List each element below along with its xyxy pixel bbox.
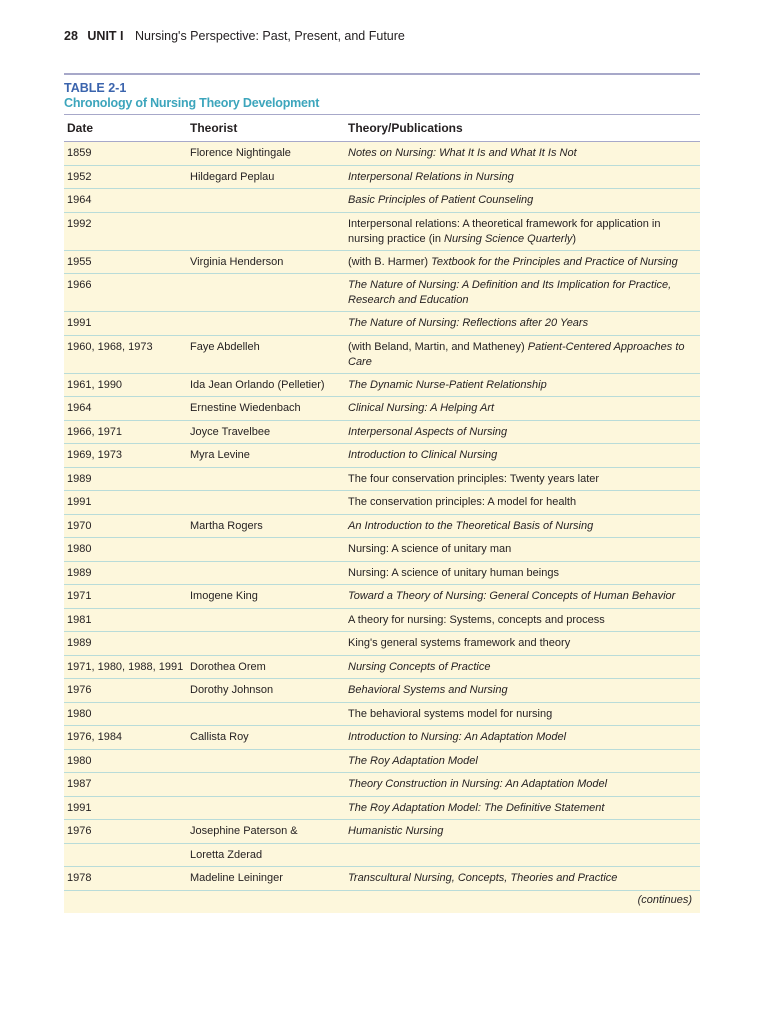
cell-publication — [348, 448, 700, 464]
cell-date: 1991 — [67, 496, 92, 508]
publication-title: Humanistic Nursing — [348, 825, 444, 837]
cell-theorist — [190, 613, 348, 629]
cell-date: 1966, 1971 — [67, 425, 123, 438]
cell-date: 1987 — [67, 778, 92, 790]
publication-text: The behavioral systems model for nursing — [348, 707, 553, 720]
cell-publication — [348, 824, 700, 840]
column-header-theorist: Theorist — [190, 121, 238, 135]
cell-theorist: Loretta Zderad — [190, 848, 263, 861]
table-title: Chronology of Nursing Theory Development — [64, 96, 320, 110]
table-row — [64, 374, 700, 398]
publication-text: Nursing: A science of unitary human beings — [348, 566, 559, 579]
table-row — [64, 750, 700, 774]
cell-date: 1989 — [67, 566, 92, 579]
table-row — [64, 251, 700, 275]
publication-title: Notes on Nursing: What It Is and What It Is Not — [348, 147, 577, 159]
publication-title: Basic Principles of Patient Counseling — [348, 194, 534, 206]
cell-publication — [348, 255, 700, 271]
cell-theorist: Myra Levine — [190, 449, 250, 461]
cell-theorist: Callista Roy — [190, 731, 249, 743]
table-row — [64, 336, 700, 374]
publication-text: The conservation principles: A model for health — [348, 496, 577, 508]
publication-title: An Introduction to the Theoretical Basis of Nursing — [348, 519, 594, 532]
table-row — [64, 491, 700, 515]
cell-theorist: Joyce Travelbee — [190, 425, 271, 438]
publication-title: The Dynamic Nurse-Patient Relationship — [348, 378, 547, 391]
cell-date: 1991 — [67, 801, 92, 814]
cell-publication — [348, 542, 700, 558]
cell-theorist — [190, 636, 348, 652]
cell-theorist — [190, 217, 348, 247]
cell-publication — [348, 146, 700, 162]
cell-date: 1966 — [67, 279, 92, 291]
running-header — [64, 29, 405, 43]
publication-text: ) — [572, 232, 577, 245]
page-number: 28 — [64, 29, 78, 43]
cell-date: 1970 — [67, 519, 92, 532]
cell-publication — [348, 316, 700, 332]
cell-date: 1971 — [67, 590, 92, 602]
cell-publication — [348, 519, 700, 535]
cell-date — [64, 848, 190, 864]
cell-theorist: Faye Abdelleh — [190, 340, 260, 353]
cell-theorist: Ida Jean Orlando (Pelletier) — [190, 378, 325, 391]
publication-title: The Roy Adaptation Model — [348, 754, 478, 767]
cell-date: 1992 — [67, 217, 92, 230]
cell-theorist — [190, 801, 348, 817]
cell-date: 1976, 1984 — [67, 731, 123, 743]
publication-title: Behavioral Systems and Nursing — [348, 684, 508, 696]
table-row — [64, 312, 700, 336]
table-row — [64, 468, 700, 492]
header-title: Nursing's Perspective: Past, Present, and Future — [134, 29, 405, 43]
publication-text: Nursing: A science of unitary man — [348, 543, 512, 555]
table-continues-note: (continues) — [64, 891, 700, 913]
table-row — [64, 562, 700, 586]
cell-publication — [348, 278, 700, 308]
nursing-theory-table — [64, 73, 700, 913]
cell-publication — [348, 707, 700, 723]
cell-publication — [348, 193, 700, 209]
cell-date: 1955 — [67, 255, 92, 268]
table-row — [64, 773, 700, 797]
publication-title: The Roy Adaptation Model: The Definitive Statement — [348, 801, 605, 814]
cell-date: 1969, 1973 — [67, 449, 123, 461]
cell-theorist: Hildegard Peplau — [190, 170, 275, 183]
cell-theorist — [190, 542, 348, 558]
cell-date: 1976 — [67, 684, 92, 696]
cell-date: 1960, 1968, 1973 — [67, 340, 153, 353]
cell-date: 1980 — [67, 543, 92, 555]
publication-title: Nursing Concepts of Practice — [348, 660, 491, 673]
cell-publication — [348, 495, 700, 511]
cell-theorist — [190, 278, 348, 308]
cell-theorist: Dorothy Johnson — [190, 684, 274, 696]
table-row — [64, 274, 700, 312]
table-body — [64, 142, 700, 891]
cell-theorist — [190, 777, 348, 793]
publication-title: Introduction to Nursing: An Adaptation Model — [348, 731, 567, 743]
cell-date: 1989 — [67, 637, 92, 649]
cell-date: 1980 — [67, 754, 92, 767]
cell-date: 1980 — [67, 707, 92, 720]
cell-date: 1964 — [67, 194, 92, 206]
cell-theorist — [190, 566, 348, 582]
table-row — [64, 213, 700, 251]
cell-date: 1989 — [67, 472, 92, 485]
cell-publication — [348, 801, 700, 817]
table-row — [64, 397, 700, 421]
cell-publication — [348, 340, 700, 370]
cell-theorist — [190, 193, 348, 209]
cell-theorist: Madeline Leininger — [190, 872, 283, 884]
cell-publication — [348, 589, 700, 605]
cell-theorist: Ernestine Wiedenbach — [190, 402, 301, 414]
column-header-date: Date — [67, 121, 94, 135]
unit-label: UNIT I — [87, 29, 124, 43]
table-label: TABLE 2-1 — [64, 81, 127, 95]
cell-publication — [348, 777, 700, 793]
publication-title: Toward a Theory of Nursing: General Concepts of Human Behavior — [348, 590, 676, 602]
table-row — [64, 515, 700, 539]
cell-publication — [348, 660, 700, 676]
table-header-row — [64, 114, 700, 142]
publication-text: King's general systems framework and theory — [348, 637, 571, 649]
table-row — [64, 421, 700, 445]
table-row — [64, 703, 700, 727]
publication-text: A theory for nursing: Systems, concepts and process — [348, 613, 605, 626]
cell-publication — [348, 683, 700, 699]
publication-text: Interpersonal relations: A theoretical framework for application in nursing practice (in — [348, 217, 661, 245]
publication-title: Clinical Nursing: A Helping Art — [348, 402, 495, 414]
cell-publication — [348, 613, 700, 629]
publication-title: Interpersonal Relations in Nursing — [348, 170, 514, 183]
cell-publication — [348, 636, 700, 652]
column-header-publications: Theory/Publications — [348, 121, 463, 135]
cell-theorist — [190, 754, 348, 770]
table-row — [64, 166, 700, 190]
table-row — [64, 538, 700, 562]
cell-publication — [348, 217, 700, 247]
cell-theorist — [190, 707, 348, 723]
publication-title: Textbook for the Principles and Practice of Nursing — [431, 255, 678, 268]
cell-publication — [348, 170, 700, 186]
publication-title: Theory Construction in Nursing: An Adaptation Model — [348, 778, 608, 790]
publication-title: The Nature of Nursing: Reflections after 20 Years — [348, 317, 589, 329]
table-row — [64, 609, 700, 633]
cell-publication — [348, 871, 700, 887]
cell-theorist — [190, 316, 348, 332]
cell-date: 1981 — [67, 613, 92, 626]
publication-title: Nursing Science Quarterly — [444, 232, 573, 245]
cell-publication — [348, 754, 700, 770]
table-row — [64, 585, 700, 609]
cell-theorist: Dorothea Orem — [190, 660, 266, 673]
cell-date: 1859 — [67, 147, 92, 159]
cell-date: 1952 — [67, 170, 92, 183]
publication-text: The four conservation principles: Twenty years later — [348, 472, 600, 485]
publication-text: (with Beland, Martin, and Matheney) — [348, 340, 528, 353]
cell-publication — [348, 730, 700, 746]
cell-date: 1961, 1990 — [67, 378, 123, 391]
table-row — [64, 656, 700, 680]
cell-date: 1971, 1980, 1988, 1991 — [67, 660, 184, 673]
cell-publication — [348, 378, 700, 394]
table-row — [64, 444, 700, 468]
cell-theorist: Josephine Paterson & — [190, 825, 298, 837]
cell-theorist — [190, 472, 348, 488]
table-row — [64, 189, 700, 213]
cell-publication — [348, 566, 700, 582]
cell-date: 1991 — [67, 317, 92, 329]
publication-title: Introduction to Clinical Nursing — [348, 449, 498, 461]
table-row — [64, 726, 700, 750]
cell-theorist: Virginia Henderson — [190, 255, 284, 268]
cell-date: 1978 — [67, 872, 92, 884]
cell-publication — [348, 425, 700, 441]
table-row — [64, 820, 700, 844]
cell-publication — [348, 401, 700, 417]
table-row — [64, 797, 700, 821]
cell-date: 1976 — [67, 825, 92, 837]
table-row — [64, 679, 700, 703]
cell-theorist: Imogene King — [190, 590, 258, 602]
cell-theorist: Florence Nightingale — [190, 147, 291, 159]
table-row — [64, 844, 700, 868]
table-top-rule — [64, 73, 700, 75]
publication-title: Transcultural Nursing, Concepts, Theories and Practice — [348, 872, 618, 884]
publication-title: Interpersonal Aspects of Nursing — [348, 425, 508, 438]
publication-title: Patient-Centered Approaches to Care — [348, 340, 685, 368]
cell-theorist — [190, 495, 348, 511]
table-row — [64, 142, 700, 166]
publication-text: (with B. Harmer) — [348, 255, 432, 268]
table-row — [64, 632, 700, 656]
cell-theorist: Martha Rogers — [190, 519, 263, 532]
cell-publication — [348, 472, 700, 488]
cell-date: 1964 — [67, 402, 92, 414]
cell-publication — [348, 848, 700, 864]
table-row — [64, 867, 700, 891]
publication-title: The Nature of Nursing: A Definition and Its Implication for Practice, Research and Education — [348, 279, 672, 306]
